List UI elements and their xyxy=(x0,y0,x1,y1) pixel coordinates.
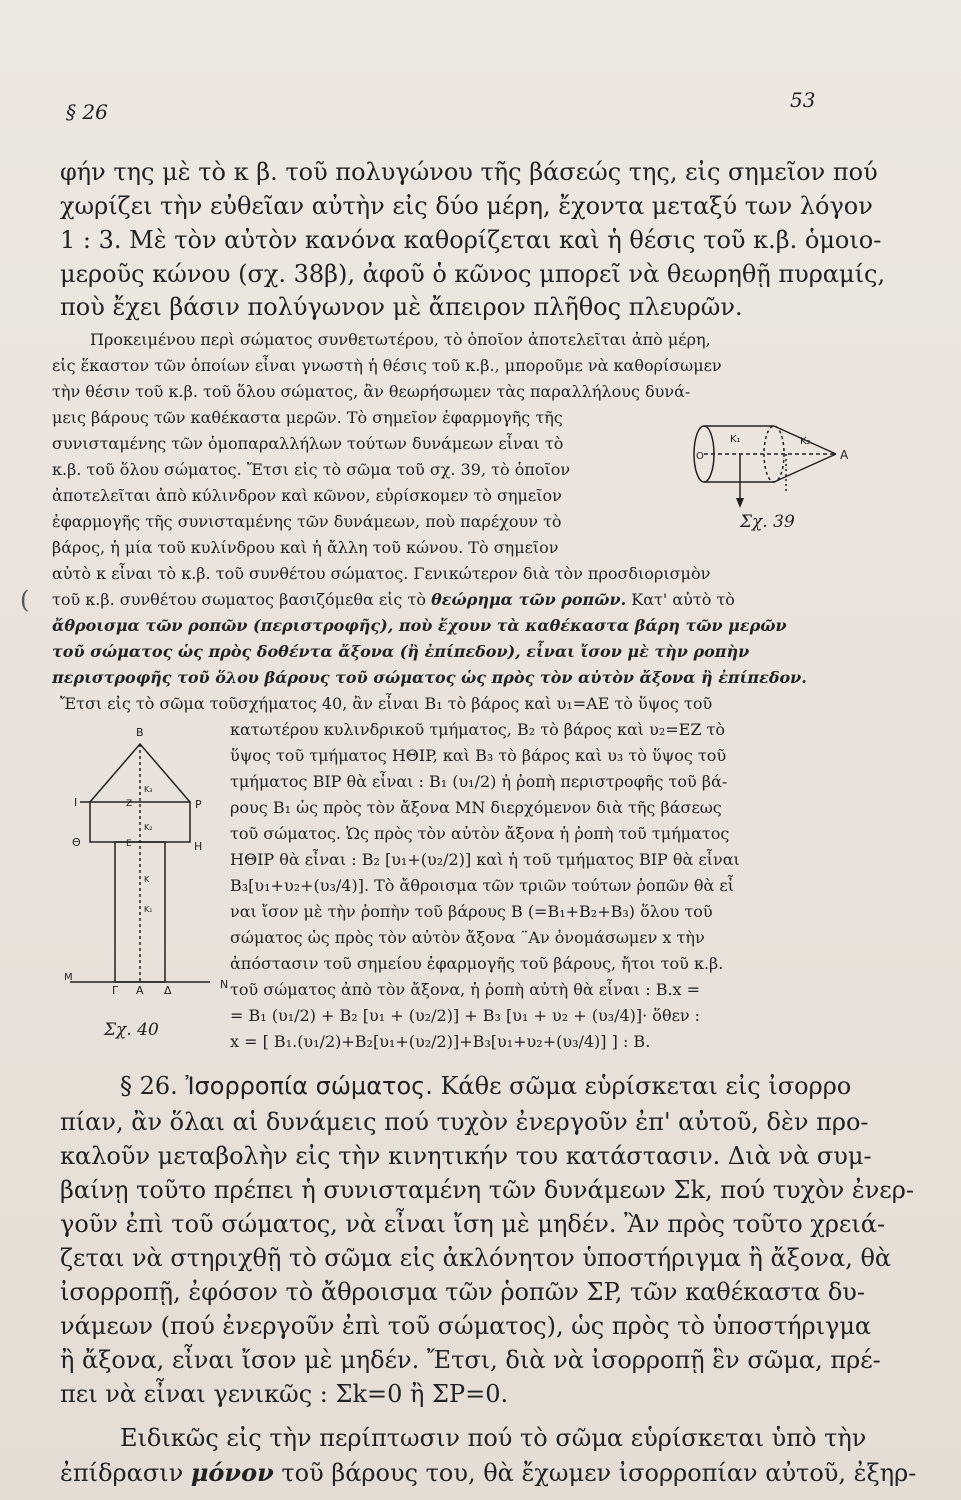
text-line: ποὺ ἔχει βάσιν πολύγωνον μὲ ἄπειρον πλῆθος πλευρῶν. xyxy=(60,293,743,321)
fig40-label-b: B xyxy=(136,726,144,739)
text-line: ναι ἴσον μὲ τὴν ῥοπὴν τοῦ βάρους B (=B₁+B₂+B₃) ὅλου τοῦ xyxy=(230,902,713,921)
text-fragment: Κατ' αὐτὸ τὸ xyxy=(626,590,735,609)
fig40-label-theta: Θ xyxy=(72,836,81,849)
text-line: καλοῦν μεταβολὴν εἰς τὴν κινητικήν του κατάστασιν. Διὰ νὰ συμ- xyxy=(60,1142,872,1170)
fig40-label-h: H xyxy=(194,840,203,853)
text-line: τμήματος BIP θὰ εἶναι : B₁ (υ₁/2) ἡ ῥοπὴ περιστροφῆς τοῦ βά- xyxy=(230,772,728,791)
page-number: 53 xyxy=(790,88,816,112)
text-line: κ.β. τοῦ ὅλου σώματος. Ἔτσι εἰς τὸ σῶμα τοῦ σχ. 39, τὸ ὁποῖον xyxy=(52,460,571,479)
text-line: ἀπόστασιν τοῦ σημείου ἐφαρμογῆς τοῦ βάρους, ἤτοι τοῦ κ.β. xyxy=(230,954,724,973)
text-line: ἐφαρμογῆς τῆς συνισταμένης τῶν δυνάμεων, ποὺ παρέχουν τὸ xyxy=(52,512,562,531)
text-line: ἢ ἄξονα, εἶναι ἴσον μὲ μηδέν. Ἔτσι, διὰ νὰ ἰσορροπῇ ἓν σῶμα, πρέ- xyxy=(60,1346,881,1374)
section-number: § 26. xyxy=(120,1072,178,1100)
theorem-statement: περιστροφῆς τοῦ ὅλου βάρους τοῦ σώματος ὡς πρὸς τὸν αὐτὸν ἄξονα ἢ ἐπίπεδον. xyxy=(52,668,807,687)
text-fragment: Κάθε σῶμα εὑρίσκεται εἰς ἰσορρο xyxy=(432,1072,852,1100)
figure-39-diagram xyxy=(690,412,860,512)
text-line: ἰσορροπῇ, ἐφόσον τὸ ἄθροισμα τῶν ῥοπῶν ΣP, τῶν καθέκαστα δυ- xyxy=(60,1278,866,1306)
theorem-statement: ἄθροισμα τῶν ροπῶν (περιστροφῆς), ποὺ ἔχουν τὰ καθέκαστα βάρη τῶν μερῶν xyxy=(52,616,787,635)
fig40-label-k1: K₁ xyxy=(144,905,153,914)
fig39-label-k1: K₁ xyxy=(730,434,741,445)
text-line: μεροῦς κώνου (σχ. 38β), ἀφοῦ ὁ κῶνος μπορεῖ νὰ θεωρηθῇ πυραμίς, xyxy=(60,260,886,288)
text-line: ζεται νὰ στηριχθῇ τὸ σῶμα εἰς ἀκλόνητον ὑποστήριγμα ἢ ἄξονα, θὰ xyxy=(60,1244,892,1272)
text-line: πει νὰ εἶναι γενικῶς : Σk=0 ἢ ΣP=0. xyxy=(60,1380,509,1408)
text-line: αὐτὸ κ εἶναι τὸ κ.β. τοῦ συνθέτου σώματος. Γενικώτερον διὰ τὸν προσδιορισμὸν xyxy=(52,564,711,583)
equation-line: = B₁ (υ₁/2) + B₂ [υ₁ + (υ₂/2)] + B₃ [υ₁ + υ₂ + (υ₃/4)]· ὅθεν : xyxy=(230,1006,701,1025)
arrowhead-icon xyxy=(736,498,744,508)
theorem-statement: τοῦ σώματος ὡς πρὸς δοθέντα ἄξονα (ἢ ἐπίπεδον), εἶναι ἴσον μὲ τὴν ροπὴν xyxy=(52,642,750,661)
text-line: μεις βάρους τῶν καθέκαστα μερῶν. Τὸ σημεῖον ἐφαρμογῆς τῆς xyxy=(52,408,563,427)
text-line: βάρος, ἡ μία τοῦ κυλίνδρου καὶ ἡ ἄλλη τοῦ κώνου. Τὸ σημεῖον xyxy=(52,538,559,557)
text-line: ἀποτελεῖται ἀπὸ κύλινδρον καὶ κῶνον, εὑρίσκομεν τὸ σημεῖον xyxy=(52,486,562,505)
text-line: φήν της μὲ τὸ κ β. τοῦ πολυγώνου τῆς βάσεώς της, εἰς σημεῖον πού xyxy=(60,158,878,186)
section-heading xyxy=(120,1072,851,1100)
fig39-label-o: O xyxy=(696,451,704,462)
text-line: Ειδικῶς εἰς τὴν περίπτωσιν πού τὸ σῶμα εὑρίσκεται ὑπὸ τὴν xyxy=(120,1424,867,1452)
figure-40-caption: Σχ. 40 xyxy=(104,1020,159,1040)
fig40-label-p: P xyxy=(195,798,202,811)
fig40-label-i: I xyxy=(74,796,78,809)
margin-pencil-mark: ( xyxy=(20,586,30,614)
fig40-label-k2: K₂ xyxy=(144,823,153,832)
fig39-label-a: A xyxy=(840,448,849,462)
theorem-term: θεώρημα τῶν ροπῶν. xyxy=(431,590,627,609)
fig40-label-z: Z xyxy=(126,799,133,809)
text-line: HΘIP θὰ εἶναι : B₂ [υ₁+(υ₂/2)] καὶ ἡ τοῦ τμήματος BIP θὰ εἶναι xyxy=(230,850,740,869)
text-line: γοῦν ἐπὶ τοῦ σώματος, νὰ εἶναι ἴση μὲ μηδέν. Ἂν πρὸς τοῦτο χρειά- xyxy=(60,1210,886,1238)
text-line: τοῦ σώματος. Ὡς πρὸς τὸν αὐτὸν ἄξονα ἡ ῥοπὴ τοῦ τμήματος xyxy=(230,824,730,843)
text-fragment: τοῦ βάρους του, θὰ ἔχωμεν ἰσορροπίαν αὐτοῦ, ἐξηρ- xyxy=(273,1459,917,1487)
text-line: βαίνῃ τοῦτο πρέπει ἡ συνισταμένη τῶν δυνάμεων Σk, πού τυχὸν ἐνερ- xyxy=(60,1176,914,1204)
fig40-label-k3: K₃ xyxy=(144,785,153,794)
text-line: συνισταμένης τῶν ὁμοπαραλλήλων τούτων δυνάμεων εἶναι τὸ xyxy=(52,434,564,453)
running-header-section: § 26 xyxy=(66,100,108,124)
equation-line: x = [ B₁.(υ₁/2)+B₂[υ₁+(υ₂/2)]+B₃[υ₁+υ₂+(υ₃/4)] ] : B. xyxy=(230,1032,651,1051)
text-line xyxy=(60,1458,916,1487)
text-line: τοῦ σώματος ἀπὸ τὸν ἄξονα, ἡ ῥοπὴ αὐτὴ θὰ εἶναι : B.x = xyxy=(230,980,701,999)
text-line: κατωτέρου κυλινδρικοῦ τμήματος, B₂ τὸ βάρος καὶ υ₂=EZ τὸ xyxy=(230,720,726,739)
text-line: ὕψος τοῦ τμήματος HΘIP, καὶ B₃ τὸ βάρος καὶ υ₃ τὸ ὕψος τοῦ xyxy=(230,746,727,765)
text-fragment: τοῦ κ.β. συνθέτου σωματος βασιζόμεθα εἰς τὸ xyxy=(52,590,426,609)
text-line: B₃[υ₁+υ₂+(υ₃/4)]. Τὸ ἄθροισμα τῶν τριῶν τούτων ῥοπῶν θὰ εἶ xyxy=(230,876,734,895)
emphasis-word: μόνον xyxy=(190,1458,274,1487)
text-line: 1 : 3. Μὲ τὸν αὐτὸν κανόνα καθορίζεται καὶ ἡ θέσις τοῦ κ.β. ὁμοιο- xyxy=(60,226,882,254)
section-title: Ἰσορροπία σώματος. xyxy=(185,1072,433,1100)
fig40-label-d: Δ xyxy=(164,984,172,997)
fig39-label-k2: K₂ xyxy=(800,436,811,447)
text-line: πίαν, ἂν ὅλαι αἱ δυνάμεις πού τυχὸν ἐνεργοῦν ἐπ' αὐτοῦ, δὲν προ- xyxy=(60,1108,869,1136)
text-line: σώματος ὡς πρὸς τὸν αὐτὸν ἄξονα ¨Αν ὀνομάσωμεν x τὴν xyxy=(230,928,705,947)
text-line: εἰς ἕκαστον τῶν ὁποίων εἶναι γνωστὴ ἡ θέσις τοῦ κ.β., μποροῦμε νὰ καθορίσωμεν xyxy=(52,356,722,375)
figure-39-caption: Σχ. 39 xyxy=(740,512,795,532)
text-line: Ἔτσι εἰς τὸ σῶμα τοῦσχήματος 40, ἂν εἶναι B₁ τὸ βάρος καὶ υ₁=AE τὸ ὕψος τοῦ xyxy=(60,694,713,713)
text-line: χωρίζει τὴν εὐθεῖαν αὐτὴν εἰς δύο μέρη, ἔχοντα μεταξύ των λόγον xyxy=(60,192,873,220)
text-fragment: ἐπίδρασιν xyxy=(60,1459,184,1487)
fig40-label-m: M xyxy=(64,972,73,983)
text-line: Προκειμένου περὶ σώματος συνθετωτέρου, τὸ ὁποῖον ἀποτελεῖται ἀπὸ μέρη, xyxy=(90,330,711,349)
text-line: τὴν θέσιν τοῦ κ.β. τοῦ ὅλου σώματος, ἂν θεωρήσωμεν τὰς παραλλήλους δυνά- xyxy=(52,382,691,401)
fig40-label-k: K xyxy=(144,875,150,884)
text-line xyxy=(52,590,735,609)
text-line: νάμεων (πού ἐνεργοῦν ἐπὶ τοῦ σώματος), ὡς πρὸς τὸ ὑποστήριγμα xyxy=(60,1312,872,1340)
fig40-label-e: E xyxy=(126,839,132,849)
fig40-label-n: N xyxy=(220,978,229,991)
fig40-label-a: A xyxy=(136,984,144,997)
fig40-label-g: Γ xyxy=(112,984,119,997)
text-line: ρους B₁ ὡς πρὸς τὸν ἄξονα MN διερχόμενον διὰ τῆς βάσεως xyxy=(230,798,722,817)
figure-40-diagram xyxy=(60,722,235,997)
